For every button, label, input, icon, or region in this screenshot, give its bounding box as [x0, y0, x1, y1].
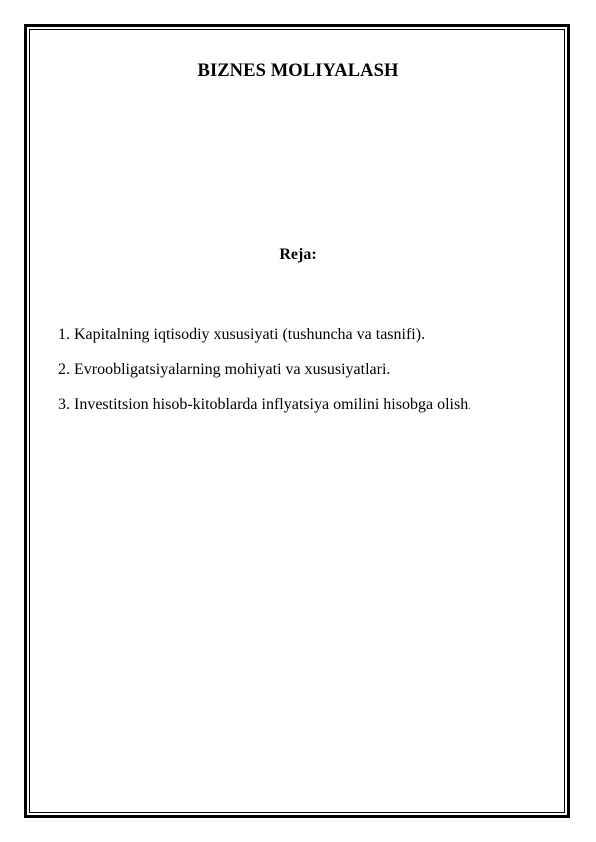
plan-item-1: [58, 325, 471, 345]
plan-item-1-text: 1. Kapitalning iqtisodiy xususiyati (tushuncha va tasnifi).: [58, 326, 426, 343]
page-border-inner-line: [29, 29, 565, 813]
plan-list: [58, 325, 471, 415]
plan-heading: Reja:: [279, 246, 317, 263]
plan-item-3: [58, 395, 471, 415]
plan-item-2-text: 2. Evroobligatsiyalarning mohiyati va xususiyatlari.: [58, 361, 391, 378]
plan-item-3-text: 3. Investitsion hisob-kitoblarda inflyatsiya omilini hisobga olish: [58, 396, 469, 413]
document-title: BIZNES MOLIYALASH: [197, 61, 399, 81]
page-border: [24, 24, 570, 818]
plan-item-2: [58, 360, 471, 380]
plan-item-3-period: .: [468, 401, 471, 412]
